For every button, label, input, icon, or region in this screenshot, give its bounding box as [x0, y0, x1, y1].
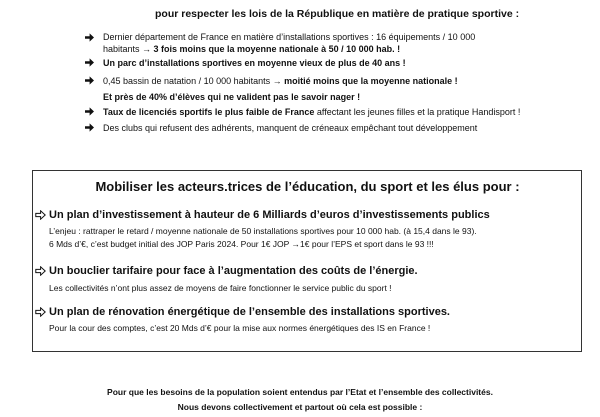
outline-right-arrow-icon — [35, 307, 46, 317]
intro-text: pour respecter les lois de la République en matière de pratique sportive : — [155, 8, 520, 20]
filled-right-arrow-icon — [85, 76, 94, 85]
footer-line-1: Pour que les besoins de la population soient entendus par l’Etat et l’ensemble des collectivités. — [107, 386, 493, 397]
bullet-1-line-2 — [103, 43, 400, 55]
demand-3-detail-1: Pour la cour des comptes, c’est 20 Mds d’€ pour la mise aux normes énergétiques des IS en France ! — [49, 322, 431, 333]
bullet-2-emphasis: Un parc d’installations sportives en moyenne vieux de plus de 40 ans ! — [103, 58, 406, 68]
filled-right-arrow-icon — [85, 107, 94, 116]
outline-right-arrow-icon — [35, 210, 46, 220]
demand-3-heading: Un plan de rénovation énergétique de l’ensemble des installations sportives. — [49, 306, 450, 318]
bullet-3-line-2-text: Et près de 40% d’élèves qui ne valident pas le savoir nager ! — [103, 92, 361, 102]
bullet-3-text: 0,45 bassin de natation / 10 000 habitants → — [103, 76, 285, 86]
demand-1-detail-1: L’enjeu : rattraper le retard / moyenne nationale de 50 installations sportives pour 10 000 hab. (à 15,4 dans le 93). — [49, 225, 477, 236]
filled-right-arrow-icon — [85, 123, 94, 132]
bullet-3-line-2 — [103, 91, 360, 103]
footer-line-2: Nous devons collectivement et partout où cela est possible : — [177, 401, 423, 412]
bullet-3-emphasis: moitié moins que la moyenne nationale ! — [284, 76, 458, 86]
bullet-2 — [103, 57, 406, 69]
demand-2-heading: Un bouclier tarifaire pour face à l’augmentation des coûts de l’énergie. — [49, 265, 418, 277]
filled-right-arrow-icon — [85, 58, 94, 67]
bullet-4 — [103, 106, 520, 118]
demand-1-detail-2: 6 Mds d’€, c’est budget initial des JOP Paris 2024. Pour 1€ JOP →1€ pour l’EPS et sport dans le 93 !!! — [49, 238, 434, 249]
bullet-1-emphasis: 3 fois moins que la moyenne nationale à 50 / 10 000 hab. ! — [153, 44, 401, 54]
bullet-4-text: affectant les jeunes filles et la pratique Handisport ! — [314, 107, 521, 117]
demand-2-detail-1: Les collectivités n’ont plus assez de moyens de faire fonctionner le service public du sport ! — [49, 282, 392, 293]
bullet-3-line-1 — [103, 75, 458, 87]
demand-1-heading: Un plan d’investissement à hauteur de 6 Milliards d’euros d’investissements publics — [49, 209, 490, 221]
bullet-4-emphasis: Taux de licenciés sportifs le plus faible de France — [103, 107, 315, 117]
bullet-1-line-1: Dernier département de France en matière d’installations sportives : 16 équipements / 10 000 — [103, 32, 476, 42]
bullet-5: Des clubs qui refusent des adhérents, manquent de créneaux empêchant tout développement — [103, 123, 478, 133]
demands-box-title: Mobiliser les acteurs.trices de l’éducation, du sport et les élus pour : — [95, 179, 520, 194]
outline-right-arrow-icon — [35, 266, 46, 276]
filled-right-arrow-icon — [85, 33, 94, 42]
bullet-1-text: habitants → — [103, 44, 154, 54]
